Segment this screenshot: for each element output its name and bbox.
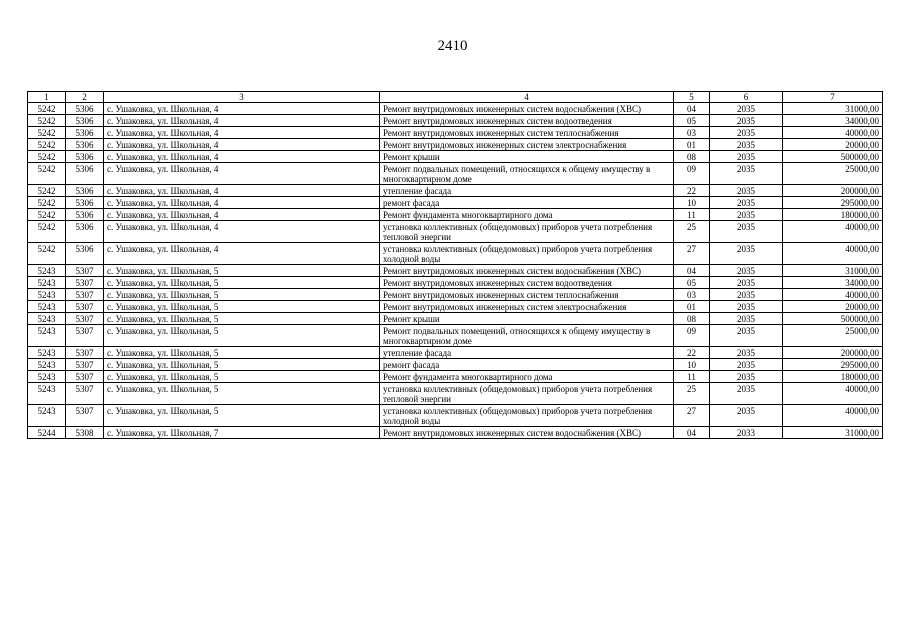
address-cell: с. Ушаковка, ул. Школьная, 4	[104, 209, 380, 221]
year-cell: 2035	[710, 289, 783, 301]
object-id-cell: 5243	[28, 383, 66, 405]
work-type-cell: утепление фасада	[380, 347, 674, 359]
address-cell: с. Ушаковка, ул. Школьная, 5	[104, 301, 380, 313]
year-cell: 2035	[710, 325, 783, 347]
header-cell: 5	[674, 92, 710, 103]
cost-cell: 25000,00	[783, 163, 883, 185]
work-code-cell: 03	[674, 127, 710, 139]
house-id-cell: 5306	[66, 163, 104, 185]
address-cell: с. Ушаковка, ул. Школьная, 4	[104, 243, 380, 265]
year-cell: 2035	[710, 185, 783, 197]
house-id-cell: 5306	[66, 209, 104, 221]
table-row	[28, 313, 883, 325]
header-cell: 3	[104, 92, 380, 103]
object-id-cell: 5243	[28, 405, 66, 427]
work-code-cell: 05	[674, 115, 710, 127]
object-id-cell: 5242	[28, 151, 66, 163]
table-row	[28, 243, 883, 265]
year-cell: 2035	[710, 301, 783, 313]
cost-cell: 25000,00	[783, 325, 883, 347]
cost-cell: 40000,00	[783, 243, 883, 265]
cost-cell: 31000,00	[783, 427, 883, 439]
house-id-cell: 5306	[66, 127, 104, 139]
object-id-cell: 5242	[28, 243, 66, 265]
work-type-cell: Ремонт внутридомовых инженерных систем водоснабжения (ХВС)	[380, 265, 674, 277]
address-cell: с. Ушаковка, ул. Школьная, 4	[104, 163, 380, 185]
table-row	[28, 347, 883, 359]
table-row	[28, 221, 883, 243]
house-id-cell: 5307	[66, 265, 104, 277]
work-type-cell: утепление фасада	[380, 185, 674, 197]
work-code-cell: 04	[674, 265, 710, 277]
work-code-cell: 22	[674, 347, 710, 359]
cost-cell: 40000,00	[783, 221, 883, 243]
house-id-cell: 5307	[66, 405, 104, 427]
work-type-cell: Ремонт крыши	[380, 313, 674, 325]
cost-cell: 40000,00	[783, 383, 883, 405]
work-type-cell: Ремонт внутридомовых инженерных систем электроснабжения	[380, 139, 674, 151]
house-id-cell: 5306	[66, 185, 104, 197]
work-code-cell: 04	[674, 427, 710, 439]
work-type-cell: Ремонт внутридомовых инженерных систем теплоснабжения	[380, 127, 674, 139]
house-id-cell: 5307	[66, 289, 104, 301]
object-id-cell: 5242	[28, 197, 66, 209]
year-cell: 2035	[710, 163, 783, 185]
year-cell: 2035	[710, 313, 783, 325]
page-number: 2410	[437, 38, 468, 54]
address-cell: с. Ушаковка, ул. Школьная, 4	[104, 197, 380, 209]
table-row	[28, 115, 883, 127]
house-id-cell: 5307	[66, 301, 104, 313]
header-cell: 7	[783, 92, 883, 103]
address-cell: с. Ушаковка, ул. Школьная, 5	[104, 359, 380, 371]
table-row	[28, 405, 883, 427]
cost-cell: 34000,00	[783, 115, 883, 127]
address-cell: с. Ушаковка, ул. Школьная, 4	[104, 127, 380, 139]
house-id-cell: 5307	[66, 371, 104, 383]
house-id-cell: 5306	[66, 151, 104, 163]
house-id-cell: 5307	[66, 359, 104, 371]
address-cell: с. Ушаковка, ул. Школьная, 7	[104, 427, 380, 439]
house-id-cell: 5306	[66, 221, 104, 243]
house-id-cell: 5307	[66, 277, 104, 289]
year-cell: 2035	[710, 115, 783, 127]
cost-cell: 500000,00	[783, 151, 883, 163]
object-id-cell: 5242	[28, 139, 66, 151]
work-type-cell: Ремонт фундамента многоквартирного дома	[380, 209, 674, 221]
year-cell: 2035	[710, 103, 783, 115]
work-code-cell: 11	[674, 371, 710, 383]
house-id-cell: 5308	[66, 427, 104, 439]
work-type-cell: Ремонт подвальных помещений, относящихся к общему имуществу в многоквартирном доме	[380, 325, 674, 347]
address-cell: с. Ушаковка, ул. Школьная, 5	[104, 277, 380, 289]
table-body	[28, 103, 883, 439]
address-cell: с. Ушаковка, ул. Школьная, 5	[104, 289, 380, 301]
object-id-cell: 5242	[28, 103, 66, 115]
table-row	[28, 197, 883, 209]
work-code-cell: 27	[674, 243, 710, 265]
year-cell: 2035	[710, 127, 783, 139]
year-cell: 2035	[710, 139, 783, 151]
table-row	[28, 427, 883, 439]
house-id-cell: 5307	[66, 347, 104, 359]
year-cell: 2035	[710, 383, 783, 405]
table-row	[28, 265, 883, 277]
work-type-cell: установка коллективных (общедомовых) приборов учета потребления тепловой энергии	[380, 383, 674, 405]
table-row	[28, 289, 883, 301]
work-code-cell: 10	[674, 197, 710, 209]
work-code-cell: 04	[674, 103, 710, 115]
table-row	[28, 209, 883, 221]
object-id-cell: 5243	[28, 277, 66, 289]
table-row	[28, 325, 883, 347]
work-code-cell: 08	[674, 313, 710, 325]
house-id-cell: 5306	[66, 197, 104, 209]
repair-schedule-table	[27, 91, 883, 439]
work-type-cell: Ремонт внутридомовых инженерных систем водоотведения	[380, 277, 674, 289]
work-code-cell: 22	[674, 185, 710, 197]
cost-cell: 40000,00	[783, 127, 883, 139]
work-type-cell: Ремонт внутридомовых инженерных систем теплоснабжения	[380, 289, 674, 301]
table-row	[28, 277, 883, 289]
table-row	[28, 151, 883, 163]
table-row	[28, 127, 883, 139]
object-id-cell: 5242	[28, 209, 66, 221]
address-cell: с. Ушаковка, ул. Школьная, 4	[104, 103, 380, 115]
house-id-cell: 5306	[66, 139, 104, 151]
work-code-cell: 27	[674, 405, 710, 427]
object-id-cell: 5243	[28, 289, 66, 301]
cost-cell: 31000,00	[783, 265, 883, 277]
year-cell: 2035	[710, 405, 783, 427]
year-cell: 2035	[710, 243, 783, 265]
cost-cell: 295000,00	[783, 197, 883, 209]
work-type-cell: Ремонт внутридомовых инженерных систем водоснабжения (ХВС)	[380, 103, 674, 115]
work-code-cell: 25	[674, 221, 710, 243]
year-cell: 2033	[710, 427, 783, 439]
work-type-cell: Ремонт внутридомовых инженерных систем электроснабжения	[380, 301, 674, 313]
year-cell: 2035	[710, 197, 783, 209]
work-code-cell: 05	[674, 277, 710, 289]
table-row	[28, 139, 883, 151]
work-code-cell: 01	[674, 139, 710, 151]
cost-cell: 20000,00	[783, 139, 883, 151]
house-id-cell: 5307	[66, 313, 104, 325]
header-cell: 1	[28, 92, 66, 103]
address-cell: с. Ушаковка, ул. Школьная, 4	[104, 115, 380, 127]
year-cell: 2035	[710, 265, 783, 277]
object-id-cell: 5242	[28, 221, 66, 243]
address-cell: с. Ушаковка, ул. Школьная, 5	[104, 371, 380, 383]
cost-cell: 200000,00	[783, 185, 883, 197]
year-cell: 2035	[710, 151, 783, 163]
work-code-cell: 09	[674, 325, 710, 347]
address-cell: с. Ушаковка, ул. Школьная, 5	[104, 265, 380, 277]
work-type-cell: установка коллективных (общедомовых) приборов учета потребления тепловой энергии	[380, 221, 674, 243]
object-id-cell: 5243	[28, 371, 66, 383]
work-code-cell: 11	[674, 209, 710, 221]
table-row	[28, 383, 883, 405]
object-id-cell: 5242	[28, 163, 66, 185]
table-row	[28, 371, 883, 383]
address-cell: с. Ушаковка, ул. Школьная, 5	[104, 347, 380, 359]
work-code-cell: 25	[674, 383, 710, 405]
house-id-cell: 5306	[66, 115, 104, 127]
work-code-cell: 09	[674, 163, 710, 185]
cost-cell: 200000,00	[783, 347, 883, 359]
work-code-cell: 10	[674, 359, 710, 371]
address-cell: с. Ушаковка, ул. Школьная, 5	[104, 313, 380, 325]
year-cell: 2035	[710, 371, 783, 383]
address-cell: с. Ушаковка, ул. Школьная, 5	[104, 383, 380, 405]
object-id-cell: 5242	[28, 185, 66, 197]
year-cell: 2035	[710, 209, 783, 221]
header-cell: 2	[66, 92, 104, 103]
work-type-cell: Ремонт фундамента многоквартирного дома	[380, 371, 674, 383]
object-id-cell: 5243	[28, 359, 66, 371]
object-id-cell: 5243	[28, 313, 66, 325]
work-code-cell: 01	[674, 301, 710, 313]
cost-cell: 40000,00	[783, 289, 883, 301]
address-cell: с. Ушаковка, ул. Школьная, 4	[104, 151, 380, 163]
object-id-cell: 5244	[28, 427, 66, 439]
address-cell: с. Ушаковка, ул. Школьная, 5	[104, 325, 380, 347]
cost-cell: 20000,00	[783, 301, 883, 313]
object-id-cell: 5242	[28, 115, 66, 127]
cost-cell: 180000,00	[783, 371, 883, 383]
cost-cell: 40000,00	[783, 405, 883, 427]
year-cell: 2035	[710, 359, 783, 371]
year-cell: 2035	[710, 347, 783, 359]
cost-cell: 31000,00	[783, 103, 883, 115]
address-cell: с. Ушаковка, ул. Школьная, 4	[104, 221, 380, 243]
address-cell: с. Ушаковка, ул. Школьная, 4	[104, 139, 380, 151]
house-id-cell: 5306	[66, 103, 104, 115]
cost-cell: 295000,00	[783, 359, 883, 371]
work-type-cell: Ремонт внутридомовых инженерных систем водоснабжения (ХВС)	[380, 427, 674, 439]
table-row	[28, 103, 883, 115]
work-type-cell: ремонт фасада	[380, 359, 674, 371]
object-id-cell: 5242	[28, 127, 66, 139]
cost-cell: 34000,00	[783, 277, 883, 289]
cost-cell: 180000,00	[783, 209, 883, 221]
house-id-cell: 5307	[66, 383, 104, 405]
table-header	[28, 92, 883, 103]
table-row	[28, 359, 883, 371]
year-cell: 2035	[710, 277, 783, 289]
address-cell: с. Ушаковка, ул. Школьная, 5	[104, 405, 380, 427]
header-cell: 4	[380, 92, 674, 103]
work-type-cell: установка коллективных (общедомовых) приборов учета потребления холодной воды	[380, 243, 674, 265]
cost-cell: 500000,00	[783, 313, 883, 325]
object-id-cell: 5243	[28, 347, 66, 359]
address-cell: с. Ушаковка, ул. Школьная, 4	[104, 185, 380, 197]
header-row	[28, 92, 883, 103]
table-row	[28, 185, 883, 197]
object-id-cell: 5243	[28, 301, 66, 313]
work-type-cell: Ремонт подвальных помещений, относящихся к общему имуществу в многоквартирном доме	[380, 163, 674, 185]
work-code-cell: 03	[674, 289, 710, 301]
work-type-cell: Ремонт внутридомовых инженерных систем водоотведения	[380, 115, 674, 127]
header-cell: 6	[710, 92, 783, 103]
work-type-cell: Ремонт крыши	[380, 151, 674, 163]
work-code-cell: 08	[674, 151, 710, 163]
year-cell: 2035	[710, 221, 783, 243]
table-row	[28, 163, 883, 185]
object-id-cell: 5243	[28, 265, 66, 277]
table-row	[28, 301, 883, 313]
work-type-cell: установка коллективных (общедомовых) приборов учета потребления холодной воды	[380, 405, 674, 427]
object-id-cell: 5243	[28, 325, 66, 347]
house-id-cell: 5307	[66, 325, 104, 347]
house-id-cell: 5306	[66, 243, 104, 265]
work-type-cell: ремонт фасада	[380, 197, 674, 209]
